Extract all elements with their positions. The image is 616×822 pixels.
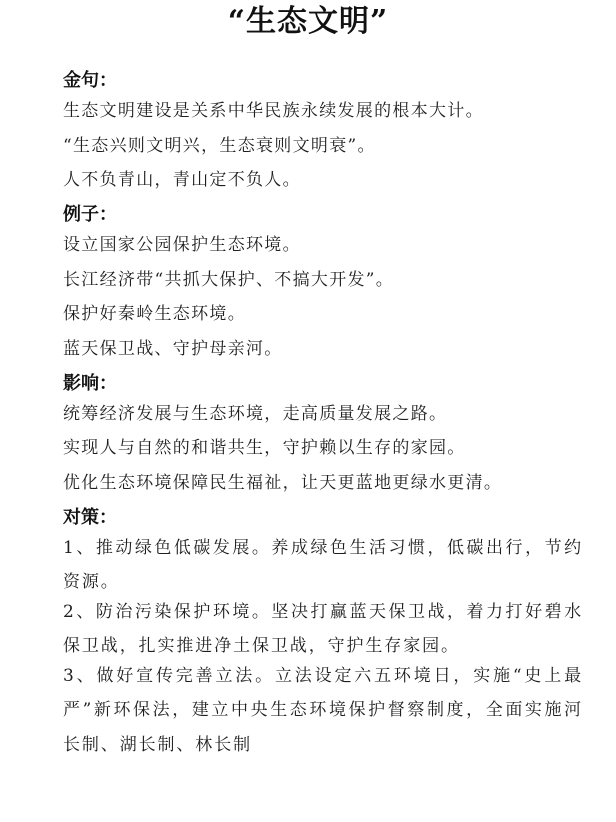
- example-line: 长江经济带“共抓大保护、不搞大开发”。: [63, 269, 395, 290]
- section-examples: [63, 203, 583, 361]
- impact-line: 实现人与自然的和谐共生，守护赖以生存的家园。: [63, 438, 466, 458]
- measure-item: 3、做好宣传完善立法。立法设定六五环境日，实施“史上最严”新环保法，建立中央生态环境保护督察制度，全面实施河长制、湖长制、林长制: [63, 665, 583, 755]
- measure-item: 1、推动绿色低碳发展。养成绿色生活习惯，低碳出行，节约资源。: [63, 537, 583, 592]
- section-heading-quotes: 金句：: [63, 70, 117, 91]
- page-title: “生态文明”: [227, 4, 389, 39]
- quote-line: 生态文明建设是关系中华民族永续发展的根本大计。: [63, 101, 484, 121]
- document-body: [63, 58, 583, 762]
- section-measures: [63, 506, 583, 763]
- example-line: 蓝天保卫战、守护母亲河。: [63, 338, 283, 359]
- section-quotes: [63, 69, 583, 192]
- section-heading-measures: 对策：: [63, 506, 117, 528]
- quote-line: 人不负青山，青山定不负人。: [63, 170, 301, 190]
- section-heading-impact: 影响：: [63, 372, 117, 394]
- section-heading-examples: 例子：: [63, 204, 117, 225]
- example-line: 保护好秦岭生态环境。: [63, 304, 246, 324]
- quote-line: “生态兴则文明兴，生态衰则文明衰”。: [63, 135, 376, 156]
- example-line: 设立国家公园保护生态环境。: [63, 235, 301, 255]
- section-impact: [63, 372, 583, 495]
- impact-line: 优化生态环境保障民生福祉，让天更蓝地更绿水更清。: [63, 472, 503, 493]
- measure-item: 2、防治污染保护环境。坚决打赢蓝天保卫战，着力打好碧水保卫战，扎实推进净土保卫战，守护生存家园。: [63, 601, 583, 656]
- impact-line: 统筹经济发展与生态环境，走高质量发展之路。: [63, 403, 448, 424]
